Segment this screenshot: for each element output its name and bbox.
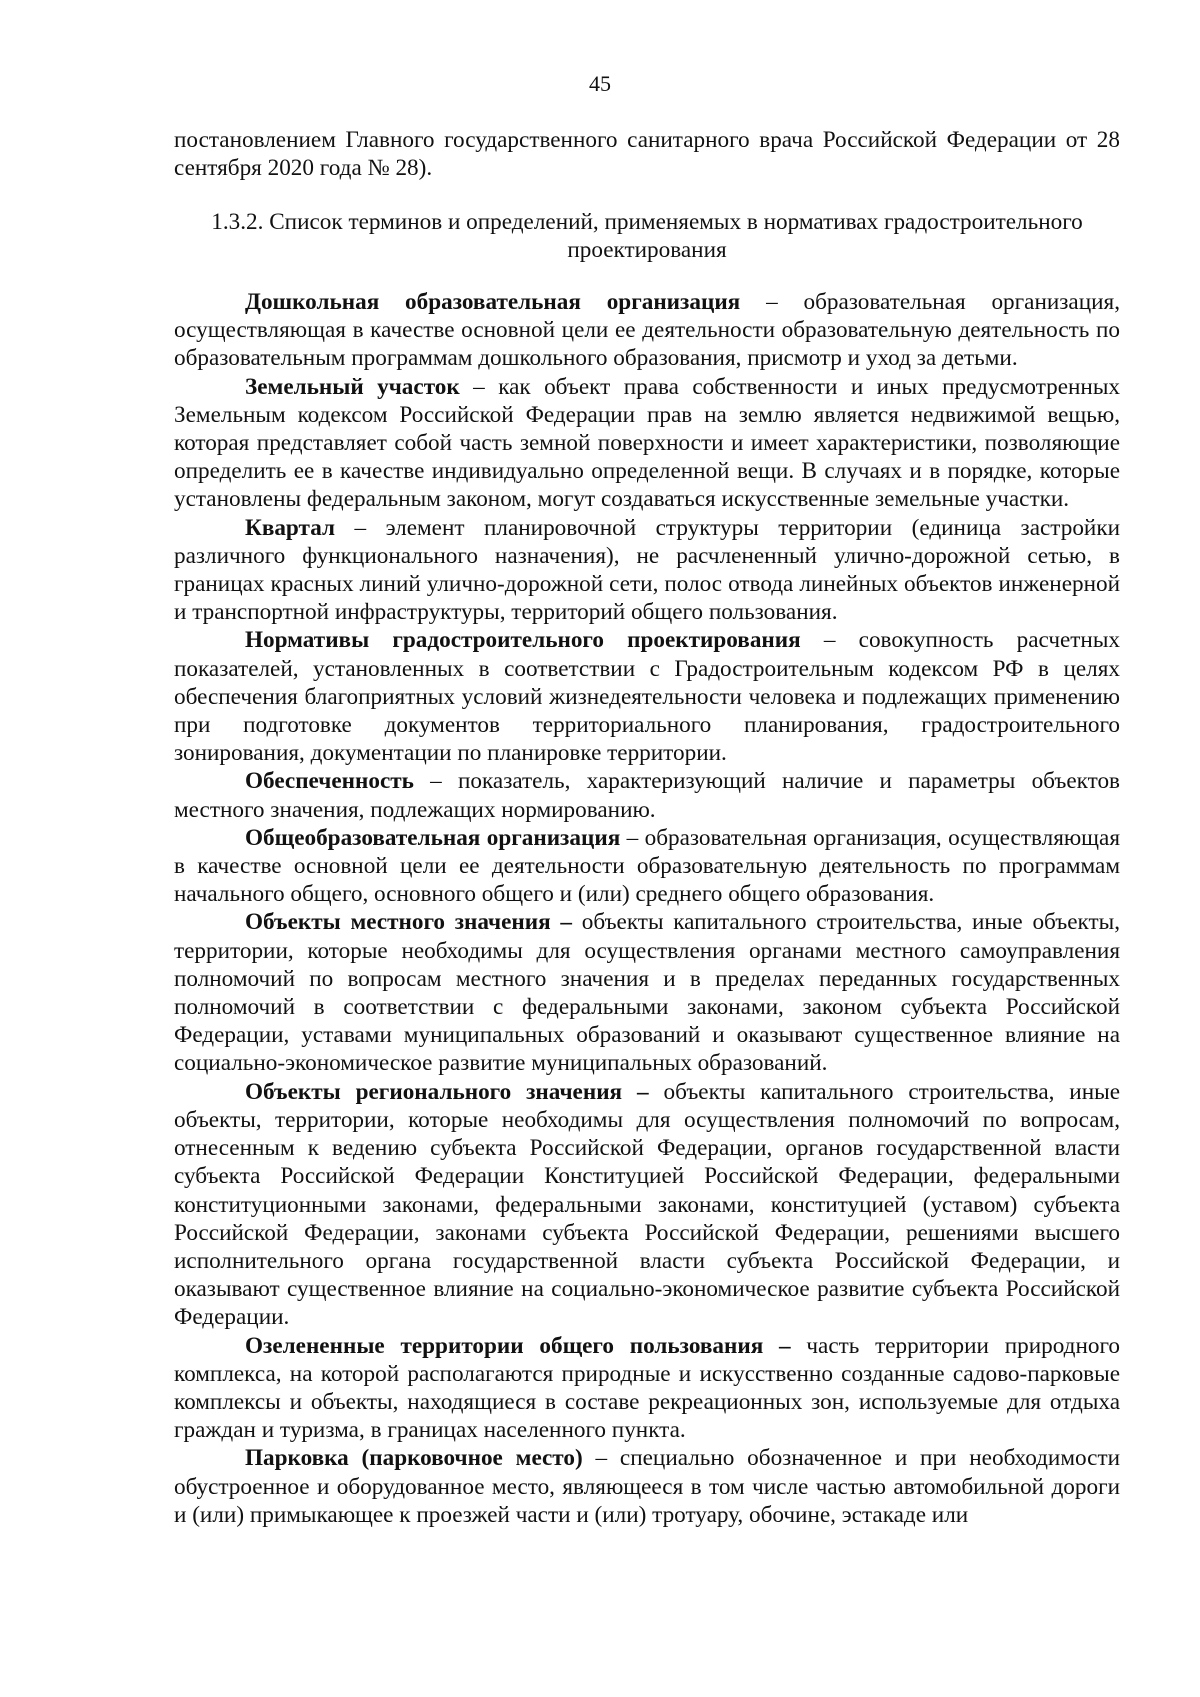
term-name: Нормативы градостроительного проектирования <box>245 627 801 654</box>
page-number: 45 <box>589 71 611 96</box>
term-entry <box>174 373 1120 514</box>
term-entry <box>174 626 1120 767</box>
term-entry <box>174 824 1120 909</box>
term-definition: часть территории природного комплекса, на которой располагаются природные и искусственно созданные садово-парковые комплексы и объекты, находящиеся в составе рекреационных зон, используемые для отдыха граждан и туризма, в границах населенного пункта. <box>174 1332 1120 1444</box>
term-name: Дошкольная образовательная организация <box>245 289 741 315</box>
term-definition: – совокупность расчетных показателей, установленных в соответствии с Градостроительным кодексом РФ в целях обеспечения благоприятных условий жизнедеятельности человека и подлежащих применению при подготовке документов территориального планирования, градостроительного зонирования, документации по планировке территории. <box>174 627 1121 767</box>
term-entry <box>174 1444 1120 1529</box>
term-definition: – специально обозначенное и при необходимости обустроенное и оборудованное место, являющееся в том числе частью автомобильной дороги и (или) примыкающее к проезжей части и (или) тротуару, обочине, эстакаде или <box>174 1445 1120 1528</box>
term-name: Обеспеченность <box>245 768 414 795</box>
term-name: Квартал <box>245 514 335 541</box>
term-definition: объекты капитального строительства, иные объекты, территории, которые необходимы для осуществления полномочий по вопросам, отнесенным к ведению субъекта Российской Федерации, органов государственной власти субъекта Российской Федерации Конституцией Российской Федерации, федеральными конституционными законами, федеральными законами, конституцией (уставом) субъекта Российской Федерации, законами субъекта Российской Федерации, решениями высшего исполнительного органа государственной власти субъекта Российской Федерации, и оказывают существенное влияние на социально-экономическое развитие субъекта Российской Федерации. <box>174 1078 1120 1331</box>
term-definition: – показатель, характеризующий наличие и параметры объектов местного значения, подлежащих нормированию. <box>174 768 1120 823</box>
term-entry <box>174 767 1120 823</box>
term-name: Общеобразовательная организация <box>245 824 621 851</box>
term-name: Парковка (парковочное место) <box>245 1445 583 1472</box>
term-definition: объекты капитального строительства, иные объекты, территории, которые необходимы для осуществления органами местного самоуправления полномочий по вопросам местного значения и в пределах переданных государственных полномочий в соответствии с федеральными законами, законом субъекта Российской Федерации, уставами муниципальных образований и оказывают существенное влияние на социально-экономическое развитие муниципальных образований. <box>174 909 1121 1077</box>
term-definition: – как объект права собственности и иных предусмотренных Земельным кодексом Российской Федерации прав на землю является недвижимой вещью, которая представляет собой часть земной поверхности и имеет характеристики, позволяющие определить ее в качестве индивидуально определенной вещи. В случаях и в порядке, которые установлены федеральным законом, могут создаваться искусственные земельные участки. <box>174 373 1121 513</box>
section-heading: 1.3.2. Список терминов и определений, применяемых в нормативах градостроительного проектирования <box>211 209 1083 264</box>
term-name: Озелененные территории общего пользования – <box>245 1332 791 1359</box>
term-entry <box>174 288 1120 373</box>
term-name: Объекты местного значения – <box>245 909 573 936</box>
term-entry <box>174 1332 1120 1445</box>
term-definition: – образовательная организация, осуществляющая в качестве основной цели ее деятельности образовательную деятельность по образовательным программам дошкольного образования, присмотр и уход за детьми. <box>174 289 1120 372</box>
term-name: Земельный участок <box>245 373 460 400</box>
terms-list <box>174 288 1120 1529</box>
intro-paragraph: постановлением Главного государственного санитарного врача Российской Федерации от 28 сентября 2020 года № 28). <box>174 127 1120 182</box>
term-definition: – элемент планировочной структуры территории (единица застройки различного функционального назначения), не расчлененный улично-дорожной сетью, в границах красных линий улично-дорожной сети, полос отвода линейных объектов инженерной и транспортной инфраструктуры, территорий общего пользования. <box>174 514 1120 626</box>
term-entry <box>174 1078 1120 1332</box>
term-name: Объекты регионального значения – <box>245 1078 649 1105</box>
term-entry <box>174 514 1120 627</box>
term-definition: – образовательная организация, осуществляющая в качестве основной цели ее деятельности образовательную деятельность по программам начального общего, основного общего и (или) среднего общего образования. <box>174 824 1120 908</box>
term-entry <box>174 908 1120 1077</box>
